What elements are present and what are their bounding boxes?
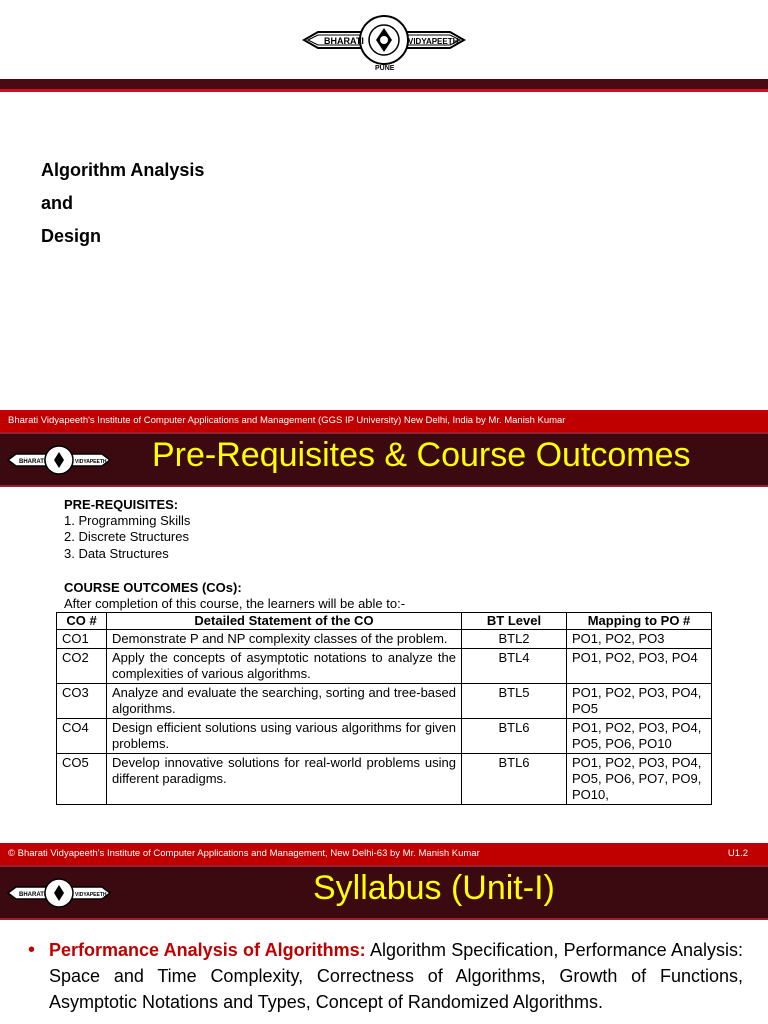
- prereq-heading: PRE-REQUISITES:: [64, 497, 179, 512]
- co-id: CO2: [57, 649, 107, 684]
- top-rule: [0, 79, 768, 89]
- logo-right-text: VIDYAPEETH: [408, 37, 459, 46]
- co-id: CO3: [57, 684, 107, 719]
- header-logo: [6, 440, 112, 480]
- course-outcomes-table: [56, 612, 712, 805]
- po-mapping: PO1, PO2, PO3, PO4, PO5, PO6, PO10: [567, 719, 712, 754]
- slide-header: [0, 865, 768, 920]
- syllabus-paragraph: [49, 937, 743, 1015]
- co-id: CO1: [57, 630, 107, 649]
- course-outcomes-heading: COURSE OUTCOMES (COs):: [64, 580, 242, 595]
- bt-level: BTL6: [462, 719, 567, 754]
- course-outcomes-intro: After completion of this course, the learners will be able to:-: [64, 596, 406, 611]
- footer-bar: [0, 410, 768, 432]
- po-mapping: PO1, PO2, PO3: [567, 630, 712, 649]
- bt-level: BTL2: [462, 630, 567, 649]
- co-id: CO5: [57, 754, 107, 805]
- header-logo-left-text: BHARATI: [19, 459, 46, 465]
- co-statement: Develop innovative solutions for real-world problems using different paradigms.: [107, 754, 462, 805]
- bt-level: BTL4: [462, 649, 567, 684]
- logo-bottom-text: PUNE: [375, 65, 395, 72]
- prereq-item: 2. Discrete Structures: [64, 529, 189, 544]
- slide-number: U1.2: [727, 848, 748, 859]
- column-header: CO #: [57, 613, 107, 630]
- top-rule-accent: [0, 89, 768, 92]
- co-statement: Analyze and evaluate the searching, sorting and tree-based algorithms.: [107, 684, 462, 719]
- co-statement: Demonstrate P and NP complexity classes of the problem.: [107, 630, 462, 649]
- column-header: Detailed Statement of the CO: [107, 613, 462, 630]
- table-row: [57, 754, 712, 805]
- column-header: BT Level: [462, 613, 567, 630]
- logo-left-text: BHARATI: [324, 36, 364, 46]
- bullet-icon: •: [28, 939, 36, 961]
- course-title-line-1: Algorithm Analysis: [41, 160, 205, 180]
- footer-text: © Bharati Vidyapeeth's Institute of Computer Applications and Management, New Delhi-63 by Mr. Manish Kumar: [8, 848, 480, 859]
- syllabus-topic-body: Algorithm Specification, Performance Analysis: Space and Time Complexity, Correctness of Algorithms, Growth of Functions, Asymptotic Notations and Types, Concept of Randomized Algorithms.: [49, 940, 743, 1012]
- slide-title: Pre-Requisites & Course Outcomes: [152, 436, 691, 474]
- column-header: Mapping to PO #: [567, 613, 712, 630]
- po-mapping: PO1, PO2, PO3, PO4: [567, 649, 712, 684]
- po-mapping: PO1, PO2, PO3, PO4, PO5: [567, 684, 712, 719]
- header-logo-left-text: BHARATI: [19, 892, 46, 898]
- header-logo: [6, 873, 112, 913]
- table-header-row: [57, 613, 712, 630]
- header-logo-right-text: VIDYAPEETH: [75, 892, 107, 898]
- bharati-vidyapeeth-logo: [300, 6, 468, 74]
- prereq-item: 3. Data Structures: [64, 546, 169, 561]
- table-row: [57, 649, 712, 684]
- table-row: [57, 719, 712, 754]
- prereq-item: 1. Programming Skills: [64, 513, 191, 528]
- header-logo-right-text: VIDYAPEETH: [75, 459, 107, 465]
- co-id: CO4: [57, 719, 107, 754]
- course-title-line-3: Design: [41, 226, 102, 246]
- bt-level: BTL6: [462, 754, 567, 805]
- course-title-line-2: and: [41, 193, 74, 213]
- co-statement: Design efficient solutions using various algorithms for given problems.: [107, 719, 462, 754]
- footer-text: Bharati Vidyapeeth's Institute of Computer Applications and Management (GGS IP University) New Delhi, India by Mr. Manish Kumar: [8, 415, 566, 426]
- footer-bar: [0, 843, 768, 865]
- table-row: [57, 630, 712, 649]
- bt-level: BTL5: [462, 684, 567, 719]
- syllabus-topic-heading: Performance Analysis of Algorithms:: [49, 940, 366, 960]
- co-statement: Apply the concepts of asymptotic notations to analyze the complexities of various algorithms.: [107, 649, 462, 684]
- slide-title: Syllabus (Unit-I): [313, 869, 555, 907]
- po-mapping: PO1, PO2, PO3, PO4, PO5, PO6, PO7, PO9, PO10,: [567, 754, 712, 805]
- slide-header: [0, 432, 768, 487]
- table-row: [57, 684, 712, 719]
